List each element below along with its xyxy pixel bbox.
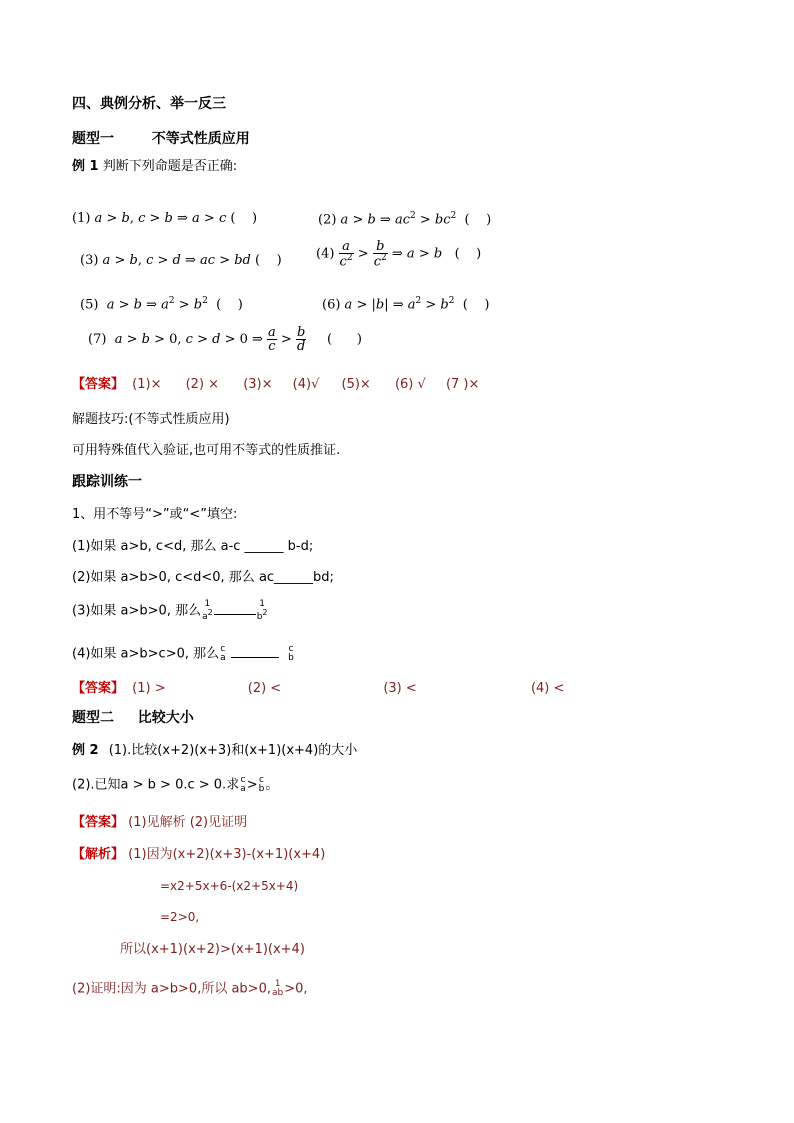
sol-line-4: 所以(x+1)(x+2)>(x+1)(x+4) bbox=[120, 942, 305, 957]
tip-text: 可用特殊值代入验证,也可用不等式的性质推证. bbox=[72, 443, 341, 458]
answer-tag: 【答案】 bbox=[72, 815, 125, 830]
practice1-item-4: (4)如果 a>b>c>0, 那么 c a c b bbox=[72, 644, 294, 663]
answer-7: (7 )× bbox=[445, 377, 480, 392]
ex1-prompt: 判断下列命题是否正确: bbox=[102, 159, 238, 174]
sol-line-2: =x2+5x+6-(x2+5x+4) bbox=[160, 879, 299, 893]
ex1-item-2: (2) a > b ⇒ $ac^2 > bc^2$ ( ) bbox=[318, 211, 492, 228]
type1-name: 不等式性质应用 bbox=[151, 131, 250, 147]
ex2-line-1 bbox=[72, 744, 357, 757]
type2-name: 比较大小 bbox=[137, 710, 194, 726]
section-title: 四、典例分析、举一反三 bbox=[72, 96, 226, 112]
sol-line-1: (1)因为(x+2)(x+3)-(x+1)(x+4) bbox=[128, 847, 326, 862]
answer-4: (4)√ bbox=[292, 377, 320, 392]
analysis-tag: 【解析】 bbox=[72, 847, 125, 862]
answer-3: (3) < bbox=[383, 681, 417, 696]
answer-tag: 【答案】 bbox=[72, 377, 125, 392]
ex1-item-6: (6) a > |b| ⇒ $a^2 > b^2$ ( ) bbox=[322, 296, 490, 313]
answer-2: (2) < bbox=[247, 681, 282, 696]
practice1-intro: 1、用不等号“>”或“<”填空: bbox=[72, 507, 238, 522]
ex2-q2: (2).已知a > b > 0.c > 0.求 c a > c b 。 bbox=[72, 775, 279, 794]
ex2-answer: (1)见解析 (2)见证明 bbox=[128, 815, 248, 830]
ex1-item-5: (5) a > b ⇒ $a^2 > b^2$ ( ) bbox=[80, 296, 243, 313]
sol-line-5: (2)证明:因为 a>b>0,所以 ab>0, 1 ab >0, bbox=[72, 979, 308, 998]
answer-5: (5)× bbox=[341, 377, 371, 392]
answer-tag: 【答案】 bbox=[72, 681, 125, 696]
ex2-label: 例 2 bbox=[72, 743, 99, 758]
answer-4: (4) < bbox=[530, 681, 565, 696]
ex1-item-1: (1) a > b, c > b ⇒ a > c ( ) bbox=[72, 211, 258, 226]
type1-heading bbox=[72, 132, 250, 146]
type1-label: 题型一 bbox=[72, 131, 114, 147]
answer-3: (3)× bbox=[243, 377, 273, 392]
answer-2: (2) × bbox=[185, 377, 220, 392]
ex1-label: 例 1 bbox=[72, 159, 99, 174]
sol-line-3: =2>0, bbox=[160, 910, 200, 924]
ex1-line bbox=[72, 160, 237, 173]
ex2-answer-row bbox=[72, 816, 247, 829]
ex1-item-7: (7) a > b > 0, c > d > 0 ⇒ $\frac{a}{c}$ > $\frac{b}{d}$ ( ) bbox=[88, 325, 362, 354]
ex1-item-4: (4) $\frac{a}{c^2}$ > $\frac{b}{c^2}$ ⇒ a > b ( ) bbox=[316, 239, 482, 270]
answer-6: (6) √ bbox=[394, 377, 426, 392]
practice1-title: 跟踪训练一 bbox=[72, 474, 142, 490]
ex2-analysis-row bbox=[72, 848, 325, 861]
type2-heading bbox=[72, 711, 194, 725]
practice1-answer-row bbox=[72, 682, 564, 695]
answer-1: (1) > bbox=[132, 681, 166, 696]
ex2-q1: (1).比较(x+2)(x+3)和(x+1)(x+4)的大小 bbox=[108, 743, 358, 758]
answer-1: (1)× bbox=[132, 377, 162, 392]
practice1-item-1: (1)如果 a>b, c<d, 那么 a-c ______ b-d; bbox=[72, 539, 314, 554]
tip-title: 解题技巧:(不等式性质应用) bbox=[72, 412, 230, 427]
ex1-item-3: (3) a > b, c > d ⇒ ac > bd ( ) bbox=[80, 253, 282, 268]
practice1-item-2: (2)如果 a>b>0, c<d<0, 那么 ac______bd; bbox=[72, 570, 334, 585]
type2-label: 题型二 bbox=[72, 710, 114, 726]
practice1-item-3: (3)如果 a>b>0, 那么 1 $a^2$ 1 $b^2$ bbox=[72, 599, 268, 622]
ex1-answer-row bbox=[72, 378, 479, 391]
